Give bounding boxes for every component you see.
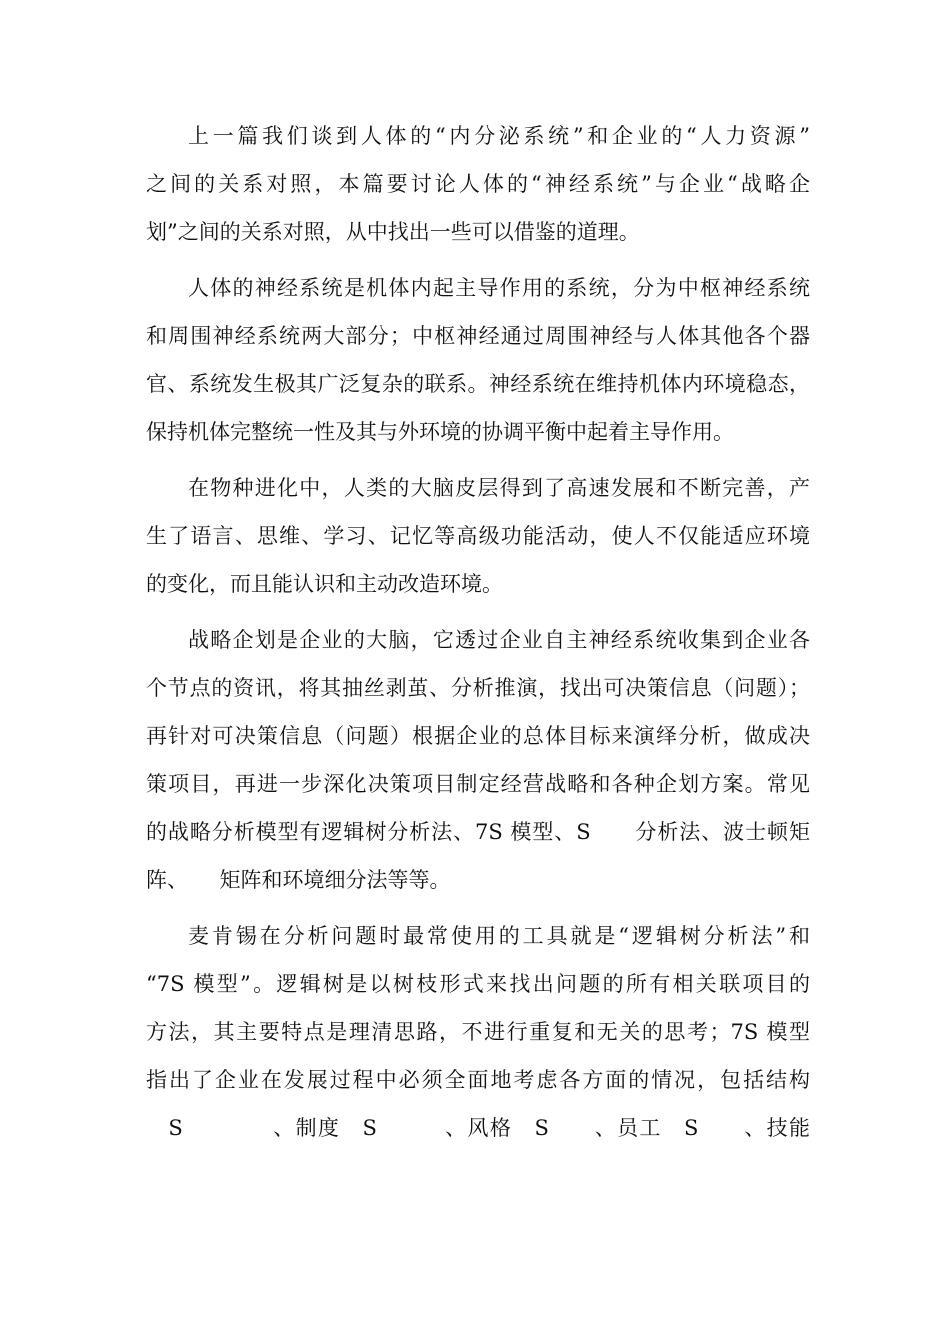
text-line: 再针对可决策信息（问题）根据企业的总体目标来演绎分析，做成决 bbox=[146, 724, 810, 748]
text-line: 的变化，而且能认识和主动改造环境。 bbox=[146, 572, 503, 596]
text-line: S 、制度 S 、风格 S 、员工 S 、技能 bbox=[146, 1116, 810, 1140]
text-line: 策项目，再进一步深化决策项目制定经营战略和各种企划方案。常见 bbox=[146, 772, 810, 796]
text-line: 人体的神经系统是机体内起主导作用的系统，分为中枢神经系统 bbox=[188, 276, 810, 300]
text-line: 和周围神经系统两大部分；中枢神经通过周围神经与人体其他各个器 bbox=[146, 324, 810, 348]
text-line: 官、系统发生极其广泛复杂的联系。神经系统在维持机体内环境稳态， bbox=[146, 372, 810, 396]
text-line: 的战略分析模型有逻辑树分析法、7S 模型、S 分析法、波士顿矩 bbox=[146, 820, 810, 844]
text-line: 阵、 矩阵和环境细分法等等。 bbox=[146, 868, 451, 892]
paragraph-5 bbox=[146, 912, 810, 1152]
paragraph-2 bbox=[146, 264, 810, 456]
text-line: 保持机体完整统一性及其与外环境的协调平衡中起着主导作用。 bbox=[146, 420, 734, 444]
text-line: 划”之间的关系对照，从中找出一些可以借鉴的道理。 bbox=[146, 220, 640, 244]
text-line: 指出了企业在发展过程中必须全面地考虑各方面的情况，包括结构 bbox=[146, 1068, 810, 1092]
text-line: 麦肯锡在分析问题时最常使用的工具就是“逻辑树分析法”和 bbox=[188, 924, 810, 948]
text-line: “7S 模型”。逻辑树是以树枝形式来找出问题的所有相关联项目的 bbox=[146, 972, 810, 996]
text-line: 上一篇我们谈到人体的“内分泌系统”和企业的“人力资源” bbox=[188, 124, 810, 148]
text-line: 生了语言、思维、学习、记忆等高级功能活动，使人不仅能适应环境 bbox=[146, 524, 810, 548]
paragraph-1 bbox=[146, 112, 810, 256]
text-line: 在物种进化中，人类的大脑皮层得到了高速发展和不断完善，产 bbox=[188, 476, 810, 500]
paragraph-4 bbox=[146, 616, 810, 904]
text-line: 方法，其主要特点是理清思路，不进行重复和无关的思考；7S 模型 bbox=[146, 1020, 810, 1044]
document-body bbox=[146, 112, 810, 1152]
text-line: 战略企划是企业的大脑，它透过企业自主神经系统收集到企业各 bbox=[188, 628, 810, 652]
paragraph-3 bbox=[146, 464, 810, 608]
text-line: 个节点的资讯，将其抽丝剥茧、分析推演，找出可决策信息（问题）； bbox=[146, 676, 810, 700]
text-line: 之间的关系对照，本篇要讨论人体的“神经系统”与企业“战略企 bbox=[146, 172, 810, 196]
